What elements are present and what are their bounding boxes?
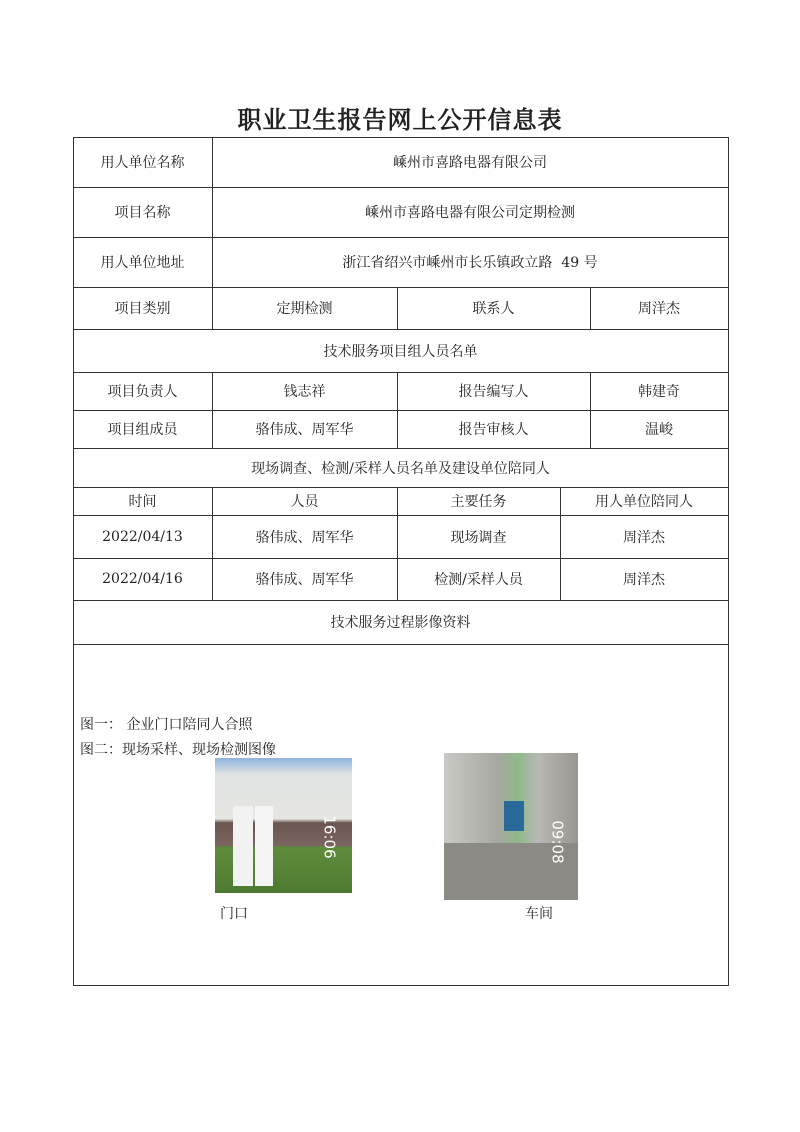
address-label: 用人单位地址	[73, 237, 213, 288]
members: 骆伟成、周军华	[212, 410, 398, 449]
photo-timestamp: 16:06	[320, 815, 339, 859]
col-time: 时间	[73, 487, 213, 516]
employer-name-label: 用人单位名称	[73, 137, 213, 188]
survey-row-1-time: 2022/04/13	[73, 515, 213, 559]
photo-1-caption: 门口	[220, 906, 248, 922]
survey-row-1-escort: 周洋杰	[560, 515, 729, 559]
project-name-label: 项目名称	[73, 187, 213, 238]
col-task: 主要任务	[397, 487, 561, 516]
contact-label: 联系人	[397, 287, 591, 330]
survey-row-1-personnel: 骆伟成、周军华	[212, 515, 398, 559]
document-title: 职业卫生报告网上公开信息表	[237, 105, 563, 134]
leader: 钱志祥	[212, 372, 398, 411]
figure-1-caption: 图一： 企业门口陪同人合照	[80, 717, 253, 733]
photo-gate	[215, 758, 352, 893]
category: 定期检测	[212, 287, 398, 330]
survey-row-2-personnel: 骆伟成、周军华	[212, 558, 398, 601]
images-header: 技术服务过程影像资料	[73, 600, 729, 645]
survey-row-2-task: 检测/采样人员	[397, 558, 561, 601]
figure-2-caption: 图二：现场采样、现场检测图像	[80, 742, 276, 758]
team-header: 技术服务项目组人员名单	[73, 329, 729, 373]
photo-workshop	[444, 753, 578, 900]
photo-timestamp: 09:08	[548, 820, 567, 864]
contact: 周洋杰	[590, 287, 729, 330]
project-name: 嵊州市喜路电器有限公司定期检测	[212, 187, 729, 238]
person-figure	[233, 806, 253, 886]
writer-label: 报告编写人	[397, 372, 591, 411]
survey-row-2-escort: 周洋杰	[560, 558, 729, 601]
col-escort: 用人单位陪同人	[560, 487, 729, 516]
employer-name: 嵊州市喜路电器有限公司	[212, 137, 729, 188]
members-label: 项目组成员	[73, 410, 213, 449]
reviewer-label: 报告审核人	[397, 410, 591, 449]
writer: 韩建奇	[590, 372, 729, 411]
survey-row-2-time: 2022/04/16	[73, 558, 213, 601]
worker-figure	[504, 801, 524, 831]
category-label: 项目类别	[73, 287, 213, 330]
address: 浙江省绍兴市嵊州市长乐镇政立路 49 号	[212, 237, 729, 288]
photo-2-caption: 车间	[525, 906, 553, 922]
reviewer: 温峻	[590, 410, 729, 449]
survey-header: 现场调查、检测/采样人员名单及建设单位陪同人	[73, 448, 729, 488]
survey-row-1-task: 现场调查	[397, 515, 561, 559]
col-personnel: 人员	[212, 487, 398, 516]
person-figure	[255, 806, 273, 886]
leader-label: 项目负责人	[73, 372, 213, 411]
images-cell	[73, 644, 729, 986]
